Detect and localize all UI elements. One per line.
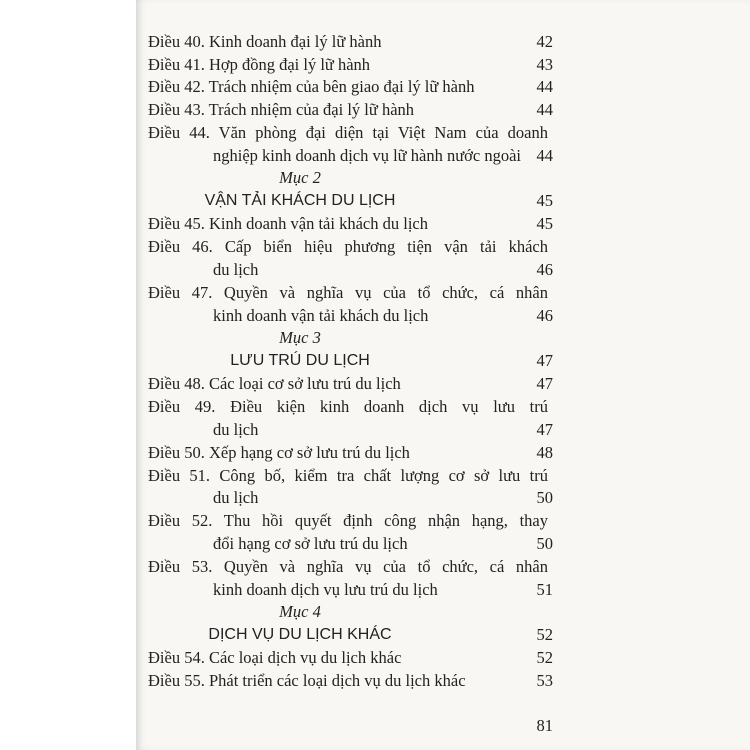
- toc-entry-line: Điều 54. Các loại dịch vụ du lịch khác: [148, 648, 402, 667]
- toc-entry-line: Điều 46. Cấp biển hiệu phương tiện vận tải khách: [148, 237, 548, 256]
- toc-page-number: 44: [536, 77, 553, 96]
- toc-entry-line: Điều 41. Hợp đồng đại lý lữ hành: [148, 55, 371, 74]
- toc-page-number: 48: [536, 443, 553, 462]
- toc-entry-line: Điều 52. Thu hồi quyết định công nhận hạng, thay: [148, 511, 548, 530]
- toc-page-number: 53: [536, 671, 553, 690]
- toc-page-number: 46: [536, 306, 553, 325]
- section-heading: DỊCH VỤ DU LỊCH KHÁC: [208, 626, 392, 643]
- toc-entry-line: du lịch: [213, 260, 259, 279]
- section-heading: LƯU TRÚ DU LỊCH: [230, 352, 370, 369]
- toc-page-number: 44: [536, 100, 553, 119]
- toc-page-number: 45: [536, 214, 553, 233]
- toc-entry-line: Điều 55. Phát triển các loại dịch vụ du lịch khác: [148, 671, 466, 690]
- toc-page-number: 47: [536, 374, 553, 393]
- toc-entry-line: Điều 50. Xếp hạng cơ sở lưu trú du lịch: [148, 443, 410, 462]
- toc-entry-line: kinh doanh dịch vụ lưu trú du lịch: [213, 580, 438, 599]
- toc-page-number: 51: [536, 580, 553, 599]
- toc-entry-line: Điều 44. Văn phòng đại diện tại Việt Nam của doanh: [148, 123, 548, 142]
- section-label: Mục 4: [279, 602, 321, 621]
- toc-page-number: 50: [536, 534, 553, 553]
- toc-page-number: 42: [536, 32, 553, 51]
- toc-entry-line: Điều 47. Quyền và nghĩa vụ của tổ chức, cá nhân: [148, 283, 548, 302]
- toc-entry-line: du lịch: [213, 420, 259, 439]
- toc-entry-line: Điều 45. Kinh doanh vận tải khách du lịch: [148, 214, 428, 233]
- toc-entry-line: Điều 40. Kinh doanh đại lý lữ hành: [148, 32, 382, 51]
- toc-page-number: 47: [536, 420, 553, 439]
- toc-page-number: 46: [536, 260, 553, 279]
- page-number: 81: [536, 716, 553, 735]
- section-label: Mục 3: [279, 328, 321, 347]
- toc-entry-line: Điều 51. Công bố, kiểm tra chất lượng cơ sở lưu trú: [148, 466, 548, 485]
- section-label: Mục 2: [279, 168, 321, 187]
- toc-entry-line: đổi hạng cơ sở lưu trú du lịch: [213, 534, 408, 553]
- toc-page-number: 47: [536, 351, 553, 370]
- toc-page-number: 50: [536, 488, 553, 507]
- toc-entry-line: du lịch: [213, 488, 259, 507]
- toc-page-number: 44: [536, 146, 553, 165]
- toc-entry-line: Điều 53. Quyền và nghĩa vụ của tổ chức, cá nhân: [148, 557, 548, 576]
- toc-entry-line: Điều 42. Trách nhiệm của bên giao đại lý lữ hành: [148, 77, 475, 96]
- toc-page-number: 52: [536, 648, 553, 667]
- toc-page-number: 45: [536, 191, 553, 210]
- toc-entry-line: Điều 49. Điều kiện kinh doanh dịch vụ lưu trú: [148, 397, 548, 416]
- toc-entry-line: Điều 43. Trách nhiệm của đại lý lữ hành: [148, 100, 415, 119]
- toc-entry-line: Điều 48. Các loại cơ sở lưu trú du lịch: [148, 374, 401, 393]
- toc-entry-line: kinh doanh vận tải khách du lịch: [213, 306, 429, 325]
- toc-page-number: 43: [536, 55, 553, 74]
- toc-entry-line: nghiệp kinh doanh dịch vụ lữ hành nước ngoài: [213, 146, 521, 165]
- section-heading: VẬN TẢI KHÁCH DU LỊCH: [204, 192, 396, 209]
- toc-page-number: 52: [536, 625, 553, 644]
